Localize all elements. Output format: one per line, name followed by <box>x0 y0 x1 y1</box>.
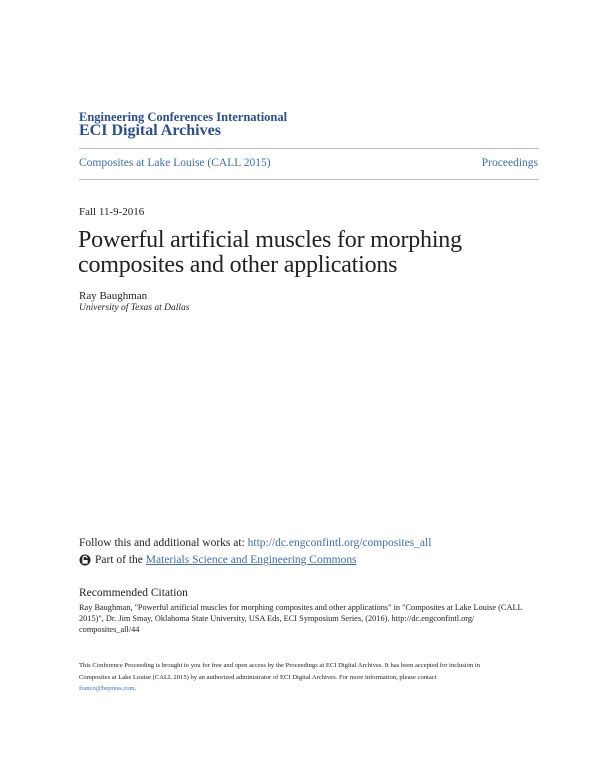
open-access-icon <box>79 554 91 566</box>
follow-line <box>79 537 431 549</box>
access-notice <box>79 660 541 695</box>
collection-url-link[interactable]: http://dc.engconfintl.org/composites_all <box>247 537 432 549</box>
part-of-line <box>79 554 357 566</box>
contact-email-link[interactable]: franco@bepress.com <box>79 685 135 692</box>
collection-link[interactable]: Composites at Lake Louise (CALL 2015) <box>79 157 271 169</box>
archive-name[interactable]: ECI Digital Archives <box>79 122 221 139</box>
notice-line-1: This Conference Proceeding is brought to you for free and open access by the Proceedings at ECI Digital Archives. It has been accepted for inclusion in <box>79 662 480 669</box>
author-name: Ray Baughman <box>79 290 148 302</box>
citation-line-1: Ray Baughman, "Powerful artificial muscles for morphing composites and other applications" in "Composites at Lake Louise (CALL <box>79 603 523 612</box>
recommended-citation-heading: Recommended Citation <box>79 587 188 599</box>
part-of-text: Part of the <box>95 554 143 566</box>
email-suffix: . <box>134 685 137 692</box>
citation-line-3: composites_all/44 <box>79 625 140 635</box>
bottom-divider <box>79 179 539 180</box>
citation-text <box>79 602 541 636</box>
publication-date: Fall 11-9-2016 <box>79 206 145 218</box>
institution-name: Engineering Conferences International <box>79 110 288 124</box>
top-divider <box>79 148 539 149</box>
citation-line-2: 2015)", Dr. Jim Smay, Oklahoma State University, USA Eds, ECI Symposium Series, (2016). http://dc.engconfintl.org/ <box>79 614 475 624</box>
notice-line-3 <box>79 683 541 695</box>
commons-link[interactable]: Materials Science and Engineering Commons <box>145 554 357 566</box>
notice-line-2: Composites at Lake Louise (CALL 2015) by an authorized administrator of ECI Digital Archives. For more information, please contact <box>79 673 437 681</box>
follow-text: Follow this and additional works at: <box>79 537 248 549</box>
proceedings-link[interactable]: Proceedings <box>481 157 538 169</box>
author-affiliation: University of Texas at Dallas <box>79 303 190 313</box>
paper-title: Powerful artificial muscles for morphing composites and other applications <box>78 227 462 278</box>
